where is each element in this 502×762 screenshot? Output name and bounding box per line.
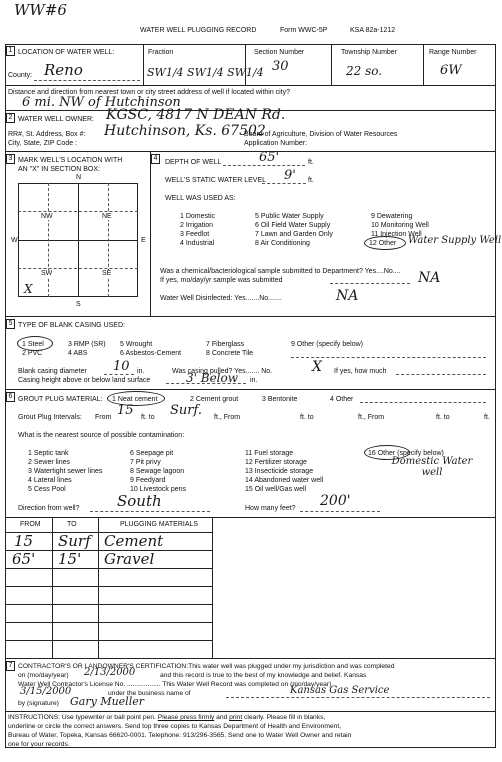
interval-to-1[interactable]: Surf. [170,403,202,418]
use-other-circle [364,236,406,250]
casing-steel-circle [17,336,53,351]
distance-value[interactable]: 6 mi. NW of Hutchinson [22,95,181,110]
interval-to-label-1: ft. to [141,414,155,421]
well-use-label: WELL WAS USED AS: [165,195,236,202]
west-label: W [11,237,18,244]
casing-concrete-tile[interactable]: 8 Concrete Tile [206,350,254,357]
interval-to-label-3: ft. to [436,414,450,421]
township-value[interactable]: 22 so. [346,64,383,78]
application-number-label: Application Number: [244,140,308,147]
address-label: RR#, St. Address, Box #: [8,131,86,138]
section-5-number: 5 [6,319,15,329]
grout-bentonite[interactable]: 3 Bentonite [262,396,298,403]
county-value[interactable]: Reno [44,61,83,79]
contam-fertilizer[interactable]: 12 Fertilizer storage [245,459,307,466]
sample-date-value[interactable]: NA [418,270,441,286]
disinfected-value[interactable]: NA [336,288,359,304]
contam-sewer[interactable]: 2 Sewer lines [28,459,71,466]
use-public-supply[interactable]: 5 Public Water Supply [255,213,324,220]
mark-location-label-2: AN "X" IN SECTION BOX: [18,166,100,173]
plug-row-2-material[interactable]: Gravel [104,550,155,568]
instructions-print: print [229,714,243,721]
fraction-value[interactable]: SW1/4 SW1/4 SW1/4 [147,66,264,79]
interval-from-label-2: ft., From [214,414,241,421]
use-other-value[interactable]: Water Supply Well [408,235,502,246]
depth-value[interactable]: 65' [259,150,280,165]
owner-value[interactable]: KGSC, 4817 N DEAN Rd. [106,107,286,123]
section-6-number: 6 [6,392,15,402]
instructions-label: INSTRUCTIONS: [8,714,61,721]
interval-ft-label-3: ft. [484,414,490,421]
contam-other-value[interactable]: Domestic Water well [391,456,473,478]
owner-label: WATER WELL OWNER: [18,116,94,123]
disinfected-label: Water Well Disinfected: Yes.......No....... [160,295,282,302]
plug-row-1-to[interactable]: Surf [58,532,91,550]
section-3-number: 3 [6,154,15,164]
static-level-value[interactable]: 9' [284,168,296,183]
range-value[interactable]: 6W [440,63,462,78]
contam-oil-gas[interactable]: 15 Oil well/Gas well [245,486,307,493]
signature[interactable]: Gary Mueller [70,695,144,708]
casing-type-label: TYPE OF BLANK CASING USED: [18,322,125,329]
business-name[interactable]: Kansas Gas Service [290,685,390,696]
sample-date-label: If yes, mo/day/yr sample was submitted [160,277,283,284]
casing-fiberglass[interactable]: 7 Fiberglass [206,341,245,348]
instructions-line-2: underline or circle the correct answers. Send top three copies to Kansas Department of Health and Environment, [8,723,342,730]
township-label: Township Number [341,49,398,56]
county-label: County: [8,72,33,79]
contam-watertight[interactable]: 3 Watertight sewer lines [28,468,103,475]
casing-pulled-label: Was casing pulled? Yes....... No. [172,368,273,375]
contam-livestock[interactable]: 10 Livestock pens [130,486,187,493]
record-completed-date[interactable]: 3/15/2000 [20,686,72,697]
grout-material-label: GROUT PLUG MATERIAL: [18,396,103,403]
contam-lateral[interactable]: 4 Lateral lines [28,477,72,484]
section-1-number: 1 [6,46,15,56]
location-label: LOCATION OF WATER WELL: [18,49,115,56]
nw-quadrant-label: NW [41,213,53,220]
sw-quadrant-label: SW [41,270,53,277]
fraction-label: Fraction [148,49,174,56]
direction-label: Direction from well? [18,505,80,512]
use-lawn-garden[interactable]: 7 Lawn and Garden Only [255,231,333,238]
casing-rmp[interactable]: 3 RMP (SR) [68,341,106,348]
se-quadrant-label: SE [102,270,112,277]
contam-other[interactable]: 16 Other (specify below) [368,450,444,457]
contam-feedyard[interactable]: 9 Feedyard [130,477,166,484]
casing-asbestos-cement[interactable]: 6 Asbestos-Cement [120,350,182,357]
interval-from-label-3: ft., From [358,414,385,421]
board-label: Board of Agriculture, Division of Water Resources [244,131,398,138]
direction-value[interactable]: South [117,492,162,510]
contam-seepage[interactable]: 6 Seepage pit [130,450,174,457]
ne-quadrant-label: NE [102,213,112,220]
plug-table-to-header: TO [67,521,77,528]
casing-abs[interactable]: 4 ABS [68,350,88,357]
section-2-number: 2 [6,113,15,123]
casing-diameter-label: Blank casing diameter [18,368,87,375]
south-label: S [76,301,81,308]
section-number-label: Section Number [254,49,305,56]
certification-line-3: Water Well Contractor's License No. .................. This Water Well Record was completed on (mo/day/year) [18,681,332,688]
grout-other[interactable]: 4 Other [330,396,354,403]
form-title: WATER WELL PLUGGING RECORD [140,27,257,34]
certification-line-2: on (mo/day/year) [18,672,69,679]
certification-line-2b: and this record is true to the best of my knowledge and belief. Kansas [160,672,367,679]
north-label: N [76,174,82,181]
distance-label: Distance and direction from nearest town or city street address of well if located within city? [8,89,291,96]
interval-from-1[interactable]: 15 [117,403,134,418]
casing-steel[interactable]: 1 Steel [22,341,44,348]
casing-pvc[interactable]: 2 PVC [22,350,43,357]
casing-diameter-value[interactable]: 10 [113,359,130,374]
form-number: Form WWC-5P [280,27,328,34]
casing-other[interactable]: 9 Other (specify below) [291,341,363,348]
use-domestic[interactable]: 1 Domestic [180,213,216,220]
contam-insecticide[interactable]: 13 Insecticide storage [245,468,314,475]
use-industrial[interactable]: 4 Industrial [180,240,215,247]
use-irrigation[interactable]: 2 Irrigation [180,222,214,229]
grout-intervals-label: Grout Plug Intervals: [18,414,82,421]
use-monitoring[interactable]: 10 Monitoring Well [371,222,429,229]
contam-abandoned[interactable]: 14 Abandoned water well [245,477,324,484]
plug-row-2-to[interactable]: 15' [58,550,82,568]
casing-height-value[interactable]: 3' Below [186,371,239,385]
section-number-value[interactable]: 30 [272,59,289,74]
use-oil-field[interactable]: 6 Oil Field Water Supply [255,222,331,229]
contam-septic[interactable]: 1 Septic tank [28,450,69,457]
contam-fuel[interactable]: 11 Fuel storage [245,450,294,457]
form-statute: KSA 82a-1212 [350,27,396,34]
grout-cement-grout[interactable]: 2 Cement grout [190,396,239,403]
instructions-text-1: Use typewriter or ball point pen. [61,714,156,721]
certification-line-1: CONTRACTOR'S OR LANDOWNER'S CERTIFICATION:This water well was plugged under my jurisdiction and was completed [18,663,395,670]
plugged-date[interactable]: 2/13/2000 [84,667,136,678]
feet-value[interactable]: 200' [320,493,351,509]
casing-wrought[interactable]: 5 Wrought [120,341,153,348]
certification-line-4: under the business name of [108,690,191,697]
contam-pit-privy[interactable]: 7 Pit privy [130,459,161,466]
plug-table-from-header: FROM [20,521,41,528]
mark-location-label-1: MARK WELL'S LOCATION WITH [18,157,123,164]
static-level-label: WELL'S STATIC WATER LEVEL [165,177,267,184]
use-air-conditioning[interactable]: 8 Air Conditioning [255,240,310,247]
instructions-line-4: one for your records. [8,741,70,748]
casing-diameter-unit: in. [137,368,145,375]
casing-pulled-value[interactable]: X [312,359,322,375]
city-value[interactable]: Hutchinson, Ks. 67502 [104,123,266,139]
instructions-text-2: clearly. Please fill in blanks, [244,714,326,721]
depth-label: DEPTH OF WELL [165,159,222,166]
section-4-number: 4 [151,154,160,164]
plug-row-1-material[interactable]: Cement [104,532,164,550]
feet-label: How many feet? [245,505,296,512]
use-injection[interactable]: 11 Injection Well [371,231,422,238]
casing-height-label: Casing height above or below land surface [18,377,151,384]
contam-cess-pool[interactable]: 5 Cess Pool [28,486,66,493]
interval-to-label-2: ft. to [300,414,314,421]
plug-row-1-from[interactable]: 15 [14,532,34,550]
section-7-number: 7 [6,661,15,671]
handwritten-record-number: WW#6 [14,1,67,19]
grout-neat-cement-circle [107,391,165,406]
city-label: City, State, ZIP Code : [8,140,77,147]
grout-neat-cement[interactable]: 1 Neat cement [112,396,158,403]
contamination-question: What is the nearest source of possible contamination: [18,432,185,439]
use-dewatering[interactable]: 9 Dewatering [371,213,413,220]
depth-unit: ft. [308,159,314,166]
contam-lagoon[interactable]: 8 Sewage lagoon [130,468,185,475]
casing-height-unit: in. [250,377,258,384]
use-other[interactable]: 12 Other [369,240,397,247]
use-feedlot[interactable]: 3 Feedlot [180,231,210,238]
instructions-and: and [216,714,228,721]
interval-from-label-1: From [95,414,112,421]
well-location-mark[interactable]: X [24,282,33,296]
east-label: E [141,237,146,244]
signature-label: by (signature) [18,700,59,707]
casing-howmuch-label: If yes, how much [334,368,387,375]
instructions-line-3: Bureau of Water, Topeka, Kansas 66620-0001. Telephone: 913/296-3565. Send one to Water Well Owner and retain [8,732,352,739]
range-label: Range Number [429,49,477,56]
sample-question: Was a chemical/bacteriological sample submitted to Department? Yes....No.... [160,268,401,275]
instructions-press: Please press firmly [157,714,215,721]
plug-row-2-from[interactable]: 65' [12,550,36,568]
static-level-unit: ft. [308,177,314,184]
plug-table-materials-header: PLUGGING MATERIALS [120,521,199,528]
